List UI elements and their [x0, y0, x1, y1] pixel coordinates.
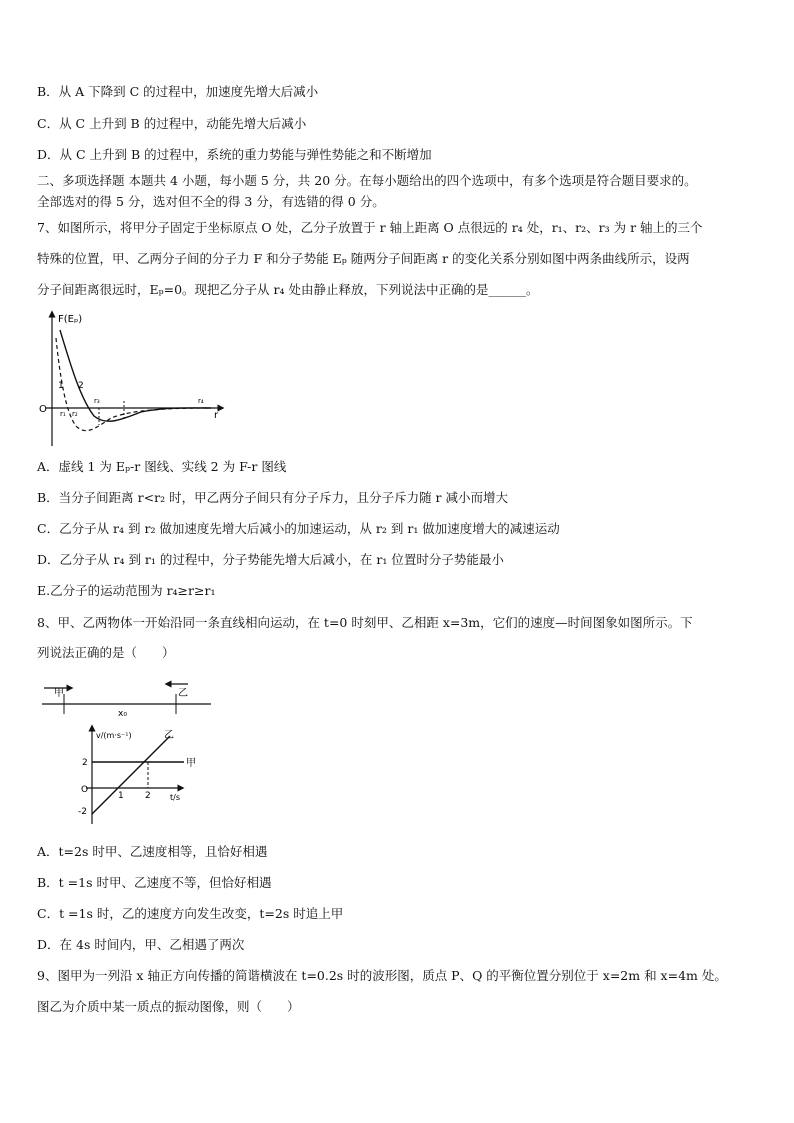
- fig1-r2: r₂: [72, 410, 78, 418]
- q7-option-a: A．虚线 1 为 Eₚ-r 图线、实线 2 为 F-r 图线: [37, 459, 287, 474]
- section-scoring: 全部选对的得 5 分，选对但不全的得 3 分，有选错的得 0 分。: [37, 194, 385, 209]
- fig2-line-jia: 甲: [186, 758, 196, 769]
- fig2-yi: 乙: [178, 688, 188, 699]
- q7-option-d: D．乙分子从 r₄ 到 r₁ 的过程中，分子势能先增大后减小，在 r₁ 位置时分子势能最小: [37, 552, 504, 567]
- fig1-y-label: F(Eₚ): [58, 314, 83, 325]
- q8-option-a: A．t=2s 时甲、乙速度相等，且恰好相遇: [37, 844, 268, 859]
- fig1-r4: r₄: [198, 397, 204, 405]
- fig2-line-yi: 乙: [164, 730, 174, 741]
- q7-text-3: 分子间距离很远时，Eₚ=0。现把乙分子从 r₄ 处由静止释放，下列说法中正确的是______。: [37, 282, 539, 297]
- fig2-jia: 甲: [54, 688, 64, 699]
- q8-text-2: 列说法正确的是（ ）: [37, 645, 175, 660]
- fig2-x0: x₀: [118, 709, 127, 719]
- q7-option-b: B．当分子间距离 r<r₂ 时，甲乙两分子间只有分子斥力，且分子斥力随 r 减小而增大: [37, 490, 508, 505]
- fig2-tick-t1: 1: [118, 791, 124, 801]
- q8-figure: [36, 676, 226, 826]
- option-c-prev: C．从 C 上升到 B 的过程中，动能先增大后减小: [37, 116, 307, 131]
- q7-figure: [36, 308, 226, 448]
- fig2-tick-v-pos: 2: [82, 758, 88, 768]
- fig1-r1: r₁: [60, 410, 66, 418]
- q8-text-1: 8、甲、乙两物体一开始沿同一条直线相向运动，在 t=0 时刻甲、乙相距 x=3m，它们的速度—时间图象如图所示。下: [37, 615, 693, 630]
- fig1-r3: r₃: [94, 397, 100, 405]
- q9-text-2: 图乙为介质中某一质点的振动图像，则（ ）: [37, 999, 300, 1014]
- q7-text-1: 7、如图所示，将甲分子固定于坐标原点 O 处，乙分子放置于 r 轴上距离 O 点很远的 r₄ 处，r₁、r₂、r₃ 为 r 轴上的三个: [37, 220, 703, 235]
- option-d-prev: D．从 C 上升到 B 的过程中，系统的重力势能与弹性势能之和不断增加: [37, 147, 432, 162]
- fig2-v-label: v/(m·s⁻¹): [96, 731, 132, 740]
- q7-option-c: C．乙分子从 r₄ 到 r₂ 做加速度先增大后减小的加速运动，从 r₂ 到 r₁ 做加速度增大的减速运动: [37, 521, 560, 536]
- fig1-origin: O: [39, 404, 47, 415]
- fig1-curve2-label: 2: [78, 381, 84, 391]
- section-heading: 二、多项选择题 本题共 4 小题，每小题 5 分，共 20 分。在每小题给出的四个选项中，有多个选项是符合题目要求的。: [37, 173, 697, 188]
- fig1-r-label: r: [214, 410, 219, 421]
- option-b-prev: B．从 A 下降到 C 的过程中，加速度先增大后减小: [37, 84, 319, 99]
- q7-option-e: E.乙分子的运动范围为 r₄≥r≥r₁: [37, 583, 216, 598]
- fig2-tick-v-neg: -2: [78, 807, 87, 817]
- q8-option-b: B．t =1s 时甲、乙速度不等，但恰好相遇: [37, 875, 272, 890]
- q8-option-c: C．t =1s 时，乙的速度方向发生改变，t=2s 时追上甲: [37, 906, 344, 921]
- fig2-origin: O: [81, 785, 89, 795]
- q7-text-2: 特殊的位置，甲、乙两分子间的分子力 F 和分子势能 Eₚ 随两分子间距离 r 的变化关系分别如图中两条曲线所示，设两: [37, 251, 690, 266]
- q9-text-1: 9、图甲为一列沿 x 轴正方向传播的简谐横波在 t=0.2s 时的波形图，质点 P、Q 的平衡位置分别位于 x=2m 和 x=4m 处。: [37, 968, 727, 983]
- q8-option-d: D．在 4s 时间内，甲、乙相遇了两次: [37, 937, 245, 952]
- fig1-curve1-label: 1: [58, 381, 64, 391]
- fig2-t-label: t/s: [170, 793, 180, 802]
- fig2-tick-t2: 2: [145, 791, 151, 801]
